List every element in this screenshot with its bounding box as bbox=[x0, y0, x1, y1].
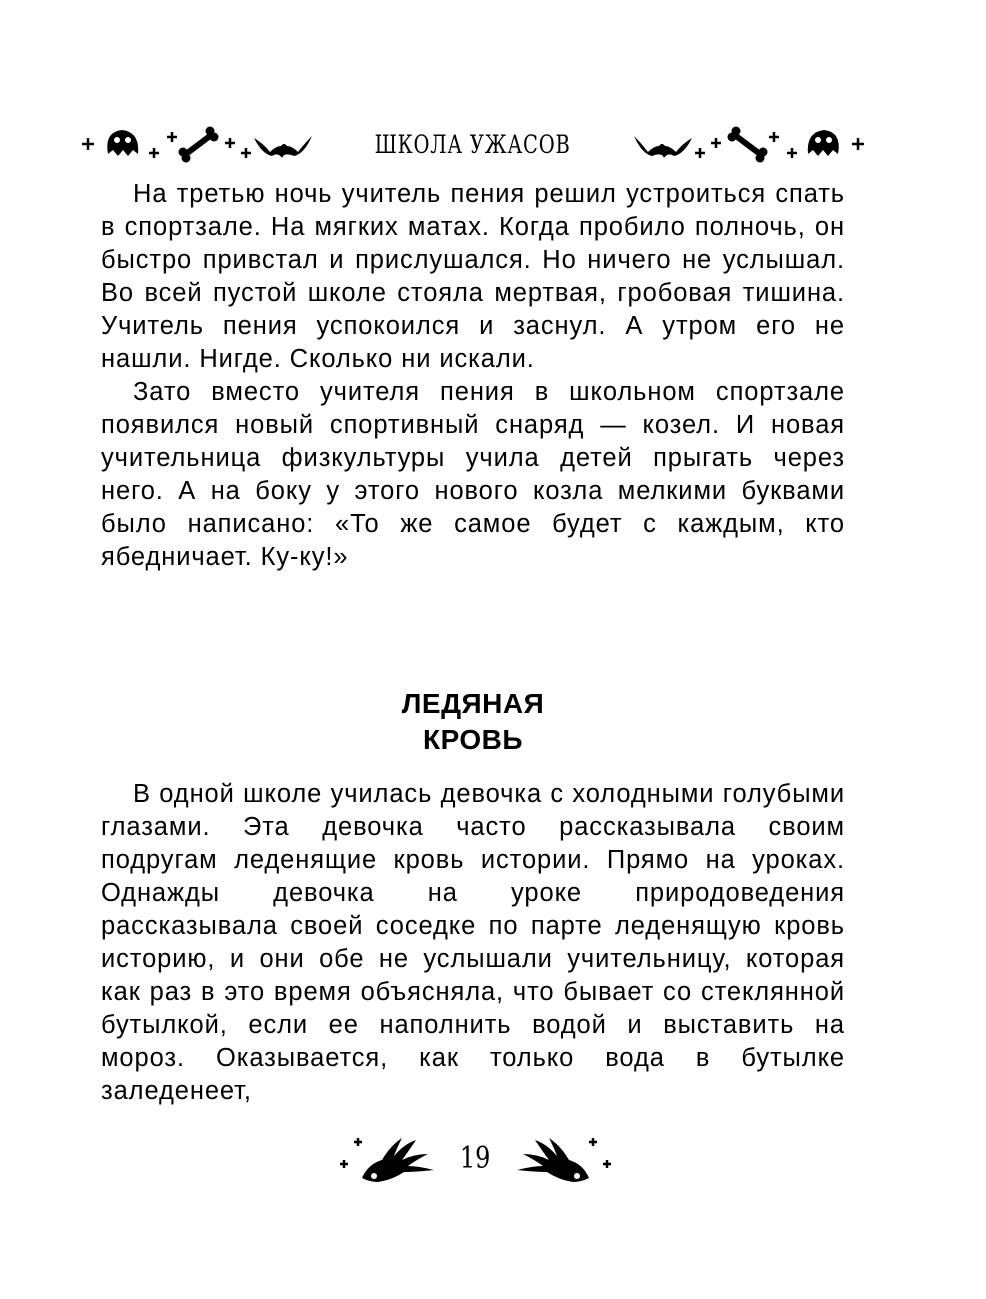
bone-icon bbox=[727, 127, 767, 163]
running-header-title: ШКОЛА УЖАСОВ bbox=[375, 129, 571, 159]
skeleton-hand-icon bbox=[338, 1130, 438, 1186]
header-ornament-left bbox=[78, 124, 313, 164]
header-ornament-right-svg bbox=[633, 124, 868, 164]
story2-paragraph-1: В одной школе училась девочка с холодными голубыми глазами. Эта девочка часто рассказывала своим подругам леденящие кровь истории. Прямо на уроках. Однажды девочка на уроке природоведения рассказывала своей соседке по парте леденящую кровь историю, и они обе не услышали учительницу, которая как раз в это время объясняла, что бывает со стеклянной бутылкой, если ее наполнить водой и выставить на мороз. Оказывается, как только вода в бутылке заледенеет, bbox=[101, 780, 845, 1105]
header-ornament-right bbox=[633, 124, 868, 164]
story2-title-line-2: КРОВЬ bbox=[422, 724, 524, 755]
sparkle-icon bbox=[225, 138, 251, 158]
skeleton-hand-icon bbox=[513, 1130, 613, 1186]
sparkle-icon bbox=[695, 138, 721, 158]
sparkle-icon bbox=[149, 132, 177, 158]
story2-text bbox=[101, 778, 845, 1108]
story2-title bbox=[101, 686, 845, 758]
story1-paragraph-2: Зато вместо учителя пения в школьном спортзале появился новый спортивный снаряд — козел. И новая учительница физкультуры учила детей прыгать через него. А на боку у этого нового козла мелкими буквами было написано: «То же самое будет с каждым, кто ябедничает. Ку-ку!» bbox=[101, 378, 845, 571]
sparkle-icon bbox=[82, 138, 94, 150]
page-number: 19 bbox=[460, 1140, 491, 1176]
running-header bbox=[78, 118, 868, 170]
ghost-icon bbox=[808, 130, 839, 156]
header-ornament-left-svg bbox=[78, 124, 313, 164]
ghost-icon bbox=[107, 130, 138, 156]
sparkle-icon bbox=[852, 138, 864, 150]
story2-title-line-1: ЛЕДЯНАЯ bbox=[401, 688, 545, 719]
bat-icon bbox=[254, 136, 312, 158]
bone-icon bbox=[179, 127, 219, 163]
bat-icon bbox=[634, 136, 692, 158]
story1-text bbox=[101, 178, 845, 574]
story1-paragraph-1: На третью ночь учитель пения решил устроиться спать в спортзале. На мягких матах. Когда пробило полночь, он быстро привстал и прислушался. Но ничего не услышал. Во всей пустой школе стояла мертвая, гробовая тишина. Учитель пения успокоился и заснул. А утром его не нашли. Нигде. Сколько ни искали. bbox=[101, 180, 845, 373]
sparkle-icon bbox=[769, 132, 797, 158]
page-footer bbox=[338, 1128, 613, 1188]
